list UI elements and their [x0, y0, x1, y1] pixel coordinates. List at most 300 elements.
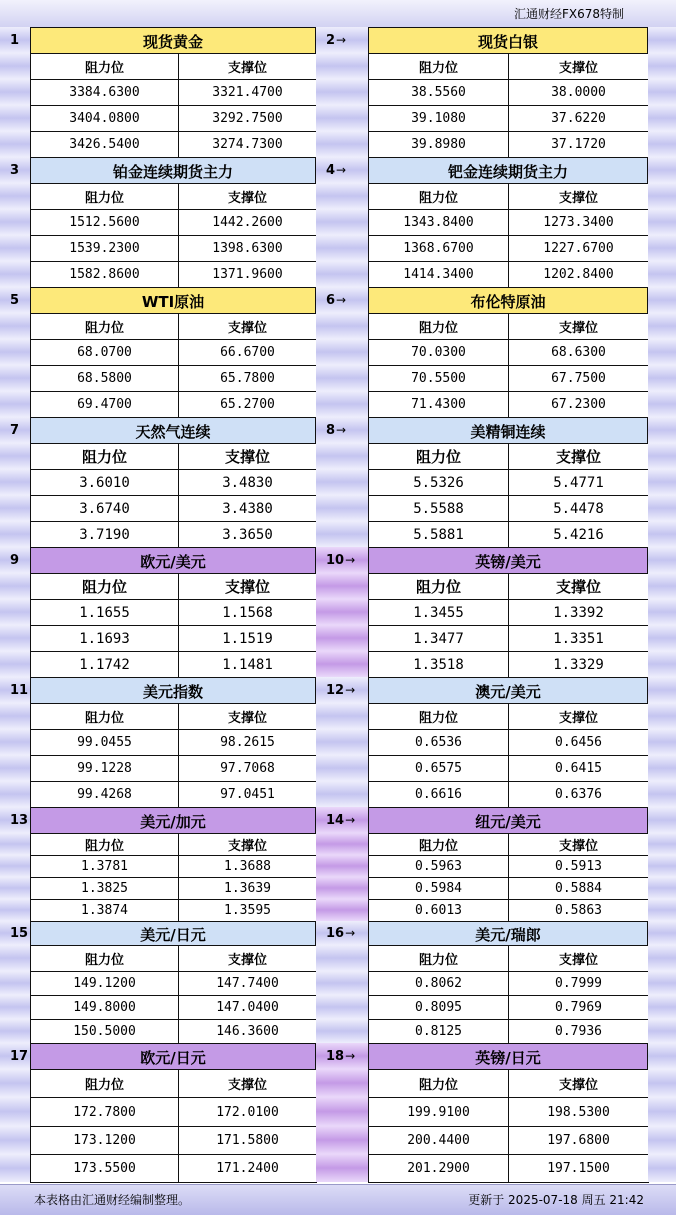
row-gutter — [0, 261, 30, 287]
instrument-index — [316, 287, 368, 313]
edge-gutter — [648, 781, 676, 807]
resistance-value: 70.5500 — [368, 365, 509, 392]
row-gutter — [316, 1097, 368, 1126]
index-number: 18 — [326, 1048, 345, 1064]
row-gutter — [316, 53, 368, 79]
support-value: 1.3351 — [508, 625, 649, 652]
support-value: 1.3392 — [508, 599, 649, 626]
support-value: 1.1568 — [178, 599, 317, 626]
row-gutter — [316, 651, 368, 677]
row-gutter — [0, 183, 30, 209]
instrument-title: 布伦特原油 — [368, 287, 648, 314]
row-gutter — [0, 899, 30, 921]
support-header: 支撑位 — [178, 703, 317, 730]
resistance-value: 173.1200 — [30, 1126, 179, 1155]
support-value: 198.5300 — [508, 1097, 649, 1127]
support-value: 1398.6300 — [178, 235, 317, 262]
instrument-title: 纽元/美元 — [368, 807, 648, 834]
instrument-title: 英镑/美元 — [368, 547, 648, 574]
support-value: 172.0100 — [178, 1097, 317, 1127]
row-gutter — [316, 1069, 368, 1097]
edge-gutter — [648, 651, 676, 677]
support-value: 0.6415 — [508, 755, 649, 782]
row-gutter — [0, 1069, 30, 1097]
support-value: 98.2615 — [178, 729, 317, 756]
instrument-index — [316, 157, 368, 183]
support-header: 支撑位 — [508, 443, 649, 470]
support-value: 0.5884 — [508, 877, 649, 900]
resistance-header: 阻力位 — [30, 1069, 179, 1098]
support-value: 37.1720 — [508, 131, 649, 158]
resistance-value: 1.3455 — [368, 599, 509, 626]
support-value: 1.3688 — [178, 855, 317, 878]
resistance-header: 阻力位 — [368, 313, 509, 340]
support-value: 171.2400 — [178, 1154, 317, 1183]
support-header: 支撑位 — [178, 443, 317, 470]
resistance-value: 172.7800 — [30, 1097, 179, 1127]
instrument-index — [316, 547, 368, 573]
resistance-value: 201.2900 — [368, 1154, 509, 1183]
row-gutter — [316, 703, 368, 729]
edge-gutter — [648, 1154, 676, 1182]
index-number: 3 — [10, 162, 20, 178]
edge-gutter — [648, 921, 676, 945]
resistance-value: 71.4300 — [368, 391, 509, 418]
resistance-value: 149.8000 — [30, 995, 179, 1020]
resistance-value: 3426.5400 — [30, 131, 179, 158]
index-number: 16 — [326, 925, 345, 941]
row-gutter — [0, 855, 30, 877]
row-gutter — [0, 995, 30, 1019]
support-value: 3292.7500 — [178, 105, 317, 132]
resistance-value: 1343.8400 — [368, 209, 509, 236]
row-gutter — [0, 469, 30, 495]
support-header: 支撑位 — [508, 833, 649, 856]
support-header: 支撑位 — [178, 313, 317, 340]
right-arrow-icon: → — [345, 926, 356, 940]
support-value: 1202.8400 — [508, 261, 649, 288]
resistance-value: 1368.6700 — [368, 235, 509, 262]
resistance-header: 阻力位 — [368, 1069, 509, 1098]
row-gutter — [0, 573, 30, 599]
instrument-title: 美元指数 — [30, 677, 316, 704]
instrument-title: 铂金连续期货主力 — [30, 157, 316, 184]
row-gutter — [316, 339, 368, 365]
instrument-index — [0, 807, 30, 833]
instrument-index — [0, 921, 30, 945]
support-value: 97.0451 — [178, 781, 317, 808]
edge-gutter — [648, 105, 676, 131]
row-gutter — [316, 391, 368, 417]
support-header: 支撑位 — [508, 1069, 649, 1098]
edge-gutter — [648, 1019, 676, 1043]
row-gutter — [0, 833, 30, 855]
edge-gutter — [648, 365, 676, 391]
edge-gutter — [648, 677, 676, 703]
instrument-title: 英镑/日元 — [368, 1043, 648, 1070]
instrument-index — [316, 677, 368, 703]
row-gutter — [316, 1019, 368, 1043]
instrument-title: 美精铜连续 — [368, 417, 648, 444]
index-number: 4 — [326, 162, 336, 178]
instrument-title: 现货白银 — [368, 27, 648, 54]
resistance-header: 阻力位 — [30, 443, 179, 470]
row-gutter — [0, 625, 30, 651]
resistance-value: 39.8980 — [368, 131, 509, 158]
support-value: 38.0000 — [508, 79, 649, 106]
row-gutter — [316, 313, 368, 339]
index-number: 11 — [10, 682, 29, 698]
row-gutter — [0, 131, 30, 157]
footer-bar — [0, 1184, 676, 1215]
row-gutter — [316, 729, 368, 755]
resistance-header: 阻力位 — [30, 945, 179, 972]
edge-gutter — [648, 521, 676, 547]
row-gutter — [316, 625, 368, 651]
resistance-header: 阻力位 — [30, 53, 179, 80]
support-value: 1.3595 — [178, 899, 317, 922]
resistance-value: 99.4268 — [30, 781, 179, 808]
edge-gutter — [648, 899, 676, 921]
edge-gutter — [648, 833, 676, 855]
instrument-index — [0, 677, 30, 703]
row-gutter — [0, 877, 30, 899]
edge-gutter — [648, 877, 676, 899]
resistance-value: 1.3518 — [368, 651, 509, 678]
resistance-value: 0.8095 — [368, 995, 509, 1020]
row-gutter — [0, 1019, 30, 1043]
edge-gutter — [648, 573, 676, 599]
row-gutter — [316, 995, 368, 1019]
right-arrow-icon: → — [345, 813, 356, 827]
row-gutter — [316, 521, 368, 547]
support-header: 支撑位 — [508, 573, 649, 600]
edge-gutter — [648, 599, 676, 625]
support-value: 3.3650 — [178, 521, 317, 548]
index-number: 17 — [10, 1048, 29, 1064]
index-number: 1 — [10, 32, 20, 48]
resistance-header: 阻力位 — [368, 53, 509, 80]
row-gutter — [316, 755, 368, 781]
row-gutter — [0, 79, 30, 105]
edge-gutter — [648, 703, 676, 729]
row-gutter — [316, 1126, 368, 1154]
resistance-header: 阻力位 — [30, 833, 179, 856]
support-value: 66.6700 — [178, 339, 317, 366]
right-arrow-icon: → — [336, 163, 347, 177]
support-value: 146.3600 — [178, 1019, 317, 1044]
edge-gutter — [648, 235, 676, 261]
edge-gutter — [648, 443, 676, 469]
row-gutter — [0, 945, 30, 971]
support-header: 支撑位 — [178, 945, 317, 972]
support-value: 3321.4700 — [178, 79, 317, 106]
row-gutter — [316, 495, 368, 521]
resistance-value: 0.5963 — [368, 855, 509, 878]
row-gutter — [316, 131, 368, 157]
index-number: 2 — [326, 32, 336, 48]
resistance-header: 阻力位 — [30, 313, 179, 340]
resistance-value: 149.1200 — [30, 971, 179, 996]
resistance-value: 68.0700 — [30, 339, 179, 366]
instrument-title: 现货黄金 — [30, 27, 316, 54]
row-gutter — [316, 781, 368, 807]
row-gutter — [316, 945, 368, 971]
support-value: 3.4830 — [178, 469, 317, 496]
instrument-title: 欧元/日元 — [30, 1043, 316, 1070]
resistance-value: 1414.3400 — [368, 261, 509, 288]
edge-gutter — [648, 209, 676, 235]
support-value: 5.4216 — [508, 521, 649, 548]
support-value: 1227.6700 — [508, 235, 649, 262]
index-number: 14 — [326, 812, 345, 828]
index-number: 12 — [326, 682, 345, 698]
support-header: 支撑位 — [178, 53, 317, 80]
edge-gutter — [648, 1069, 676, 1097]
right-arrow-icon: → — [336, 293, 347, 307]
edge-gutter — [648, 495, 676, 521]
support-value: 1442.2600 — [178, 209, 317, 236]
support-value: 3.4380 — [178, 495, 317, 522]
row-gutter — [0, 1097, 30, 1126]
support-value: 5.4478 — [508, 495, 649, 522]
support-value: 197.6800 — [508, 1126, 649, 1155]
edge-gutter — [648, 1043, 676, 1069]
row-gutter — [316, 833, 368, 855]
row-gutter — [316, 79, 368, 105]
instrument-index — [0, 27, 30, 53]
resistance-value: 199.9100 — [368, 1097, 509, 1127]
support-value: 1273.3400 — [508, 209, 649, 236]
edge-gutter — [648, 183, 676, 209]
row-gutter — [316, 469, 368, 495]
support-value: 0.6376 — [508, 781, 649, 808]
resistance-value: 1582.8600 — [30, 261, 179, 288]
row-gutter — [0, 495, 30, 521]
resistance-value: 1.3477 — [368, 625, 509, 652]
right-arrow-icon: → — [345, 553, 356, 567]
row-gutter — [0, 729, 30, 755]
support-header: 支撑位 — [508, 945, 649, 972]
row-gutter — [316, 183, 368, 209]
right-arrow-icon: → — [336, 33, 347, 47]
row-gutter — [316, 261, 368, 287]
support-value: 67.7500 — [508, 365, 649, 392]
support-value: 0.6456 — [508, 729, 649, 756]
support-header: 支撑位 — [508, 313, 649, 340]
index-number: 8 — [326, 422, 336, 438]
row-gutter — [0, 703, 30, 729]
resistance-value: 1.3781 — [30, 855, 179, 878]
resistance-value: 1539.2300 — [30, 235, 179, 262]
support-value: 1.3329 — [508, 651, 649, 678]
support-value: 1.1519 — [178, 625, 317, 652]
edge-gutter — [648, 755, 676, 781]
edge-gutter — [648, 287, 676, 313]
support-value: 3274.7300 — [178, 131, 317, 158]
instrument-index — [0, 287, 30, 313]
support-value: 1.3639 — [178, 877, 317, 900]
support-value: 37.6220 — [508, 105, 649, 132]
row-gutter — [0, 1126, 30, 1154]
support-value: 147.7400 — [178, 971, 317, 996]
resistance-value: 0.6575 — [368, 755, 509, 782]
row-gutter — [0, 1154, 30, 1182]
resistance-header: 阻力位 — [30, 703, 179, 730]
resistance-header: 阻力位 — [368, 833, 509, 856]
resistance-value: 1.3825 — [30, 877, 179, 900]
edge-gutter — [648, 391, 676, 417]
support-header: 支撑位 — [178, 573, 317, 600]
support-value: 197.1500 — [508, 1154, 649, 1183]
instrument-title: 天然气连续 — [30, 417, 316, 444]
resistance-header: 阻力位 — [368, 443, 509, 470]
resistance-header: 阻力位 — [368, 183, 509, 210]
row-gutter — [316, 1154, 368, 1182]
edge-gutter — [648, 855, 676, 877]
row-gutter — [316, 365, 368, 391]
resistance-value: 0.8062 — [368, 971, 509, 996]
row-gutter — [316, 877, 368, 899]
resistance-value: 0.6536 — [368, 729, 509, 756]
row-gutter — [0, 313, 30, 339]
edge-gutter — [648, 261, 676, 287]
resistance-value: 200.4400 — [368, 1126, 509, 1155]
right-arrow-icon: → — [345, 1049, 356, 1063]
footer-note: 本表格由汇通财经编制整理。 — [34, 1193, 191, 1207]
index-number: 13 — [10, 812, 29, 828]
resistance-value: 0.8125 — [368, 1019, 509, 1044]
edge-gutter — [648, 1097, 676, 1126]
resistance-header: 阻力位 — [368, 573, 509, 600]
resistance-value: 1.1742 — [30, 651, 179, 678]
resistance-value: 3.6740 — [30, 495, 179, 522]
resistance-value: 0.6616 — [368, 781, 509, 808]
support-value: 1.1481 — [178, 651, 317, 678]
index-number: 15 — [10, 925, 29, 941]
resistance-value: 5.5588 — [368, 495, 509, 522]
resistance-value: 3384.6300 — [30, 79, 179, 106]
edge-gutter — [648, 131, 676, 157]
row-gutter — [0, 521, 30, 547]
edge-gutter — [648, 995, 676, 1019]
support-value: 0.5913 — [508, 855, 649, 878]
update-time: 更新于 2025-07-18 周五 21:42 — [468, 1193, 644, 1207]
resistance-value: 173.5500 — [30, 1154, 179, 1183]
index-number: 10 — [326, 552, 345, 568]
row-gutter — [0, 365, 30, 391]
instrument-title: 美元/日元 — [30, 921, 316, 946]
instrument-index — [0, 547, 30, 573]
index-number: 6 — [326, 292, 336, 308]
instrument-index — [316, 27, 368, 53]
edge-gutter — [648, 157, 676, 183]
instrument-index — [316, 417, 368, 443]
edge-gutter — [648, 313, 676, 339]
row-gutter — [0, 781, 30, 807]
support-header: 支撑位 — [178, 1069, 317, 1098]
resistance-value: 5.5326 — [368, 469, 509, 496]
row-gutter — [316, 971, 368, 995]
resistance-value: 5.5881 — [368, 521, 509, 548]
instrument-index — [0, 157, 30, 183]
resistance-value: 1.1693 — [30, 625, 179, 652]
resistance-value: 1512.5600 — [30, 209, 179, 236]
resistance-value: 1.3874 — [30, 899, 179, 922]
resistance-header: 阻力位 — [30, 573, 179, 600]
edge-gutter — [648, 807, 676, 833]
resistance-value: 0.6013 — [368, 899, 509, 922]
edge-gutter — [648, 729, 676, 755]
instrument-title: WTI原油 — [30, 287, 316, 314]
resistance-header: 阻力位 — [368, 703, 509, 730]
instrument-index — [0, 1043, 30, 1069]
support-value: 5.4771 — [508, 469, 649, 496]
support-header: 支撑位 — [178, 833, 317, 856]
resistance-value: 3.6010 — [30, 469, 179, 496]
support-value: 171.5800 — [178, 1126, 317, 1155]
resistance-value: 69.4700 — [30, 391, 179, 418]
support-header: 支撑位 — [508, 53, 649, 80]
row-gutter — [0, 599, 30, 625]
support-value: 65.7800 — [178, 365, 317, 392]
instrument-index — [316, 921, 368, 945]
index-number: 9 — [10, 552, 20, 568]
row-gutter — [0, 53, 30, 79]
edge-gutter — [648, 53, 676, 79]
instrument-title: 美元/加元 — [30, 807, 316, 834]
row-gutter — [0, 339, 30, 365]
support-value: 65.2700 — [178, 391, 317, 418]
resistance-value: 150.5000 — [30, 1019, 179, 1044]
right-arrow-icon: → — [345, 683, 356, 697]
row-gutter — [0, 755, 30, 781]
resistance-value: 1.1655 — [30, 599, 179, 626]
instrument-index — [0, 417, 30, 443]
resistance-value: 68.5800 — [30, 365, 179, 392]
support-value: 147.0400 — [178, 995, 317, 1020]
resistance-header: 阻力位 — [368, 945, 509, 972]
support-value: 97.7068 — [178, 755, 317, 782]
resistance-value: 39.1080 — [368, 105, 509, 132]
row-gutter — [316, 443, 368, 469]
edge-gutter — [648, 469, 676, 495]
support-header: 支撑位 — [508, 703, 649, 730]
instrument-index — [316, 807, 368, 833]
edge-gutter — [648, 971, 676, 995]
resistance-value: 3404.0800 — [30, 105, 179, 132]
row-gutter — [316, 105, 368, 131]
edge-gutter — [648, 547, 676, 573]
instrument-title: 澳元/美元 — [368, 677, 648, 704]
index-number: 5 — [10, 292, 20, 308]
row-gutter — [316, 899, 368, 921]
row-gutter — [316, 573, 368, 599]
row-gutter — [0, 651, 30, 677]
brand-label: 汇通财经FX678特制 — [513, 7, 624, 21]
edge-gutter — [648, 1126, 676, 1154]
resistance-value: 3.7190 — [30, 521, 179, 548]
support-value: 67.2300 — [508, 391, 649, 418]
row-gutter — [0, 209, 30, 235]
row-gutter — [0, 105, 30, 131]
support-value: 0.5863 — [508, 899, 649, 922]
edge-gutter — [648, 79, 676, 105]
index-number: 7 — [10, 422, 20, 438]
edge-gutter — [648, 625, 676, 651]
row-gutter — [0, 235, 30, 261]
edge-gutter — [648, 945, 676, 971]
